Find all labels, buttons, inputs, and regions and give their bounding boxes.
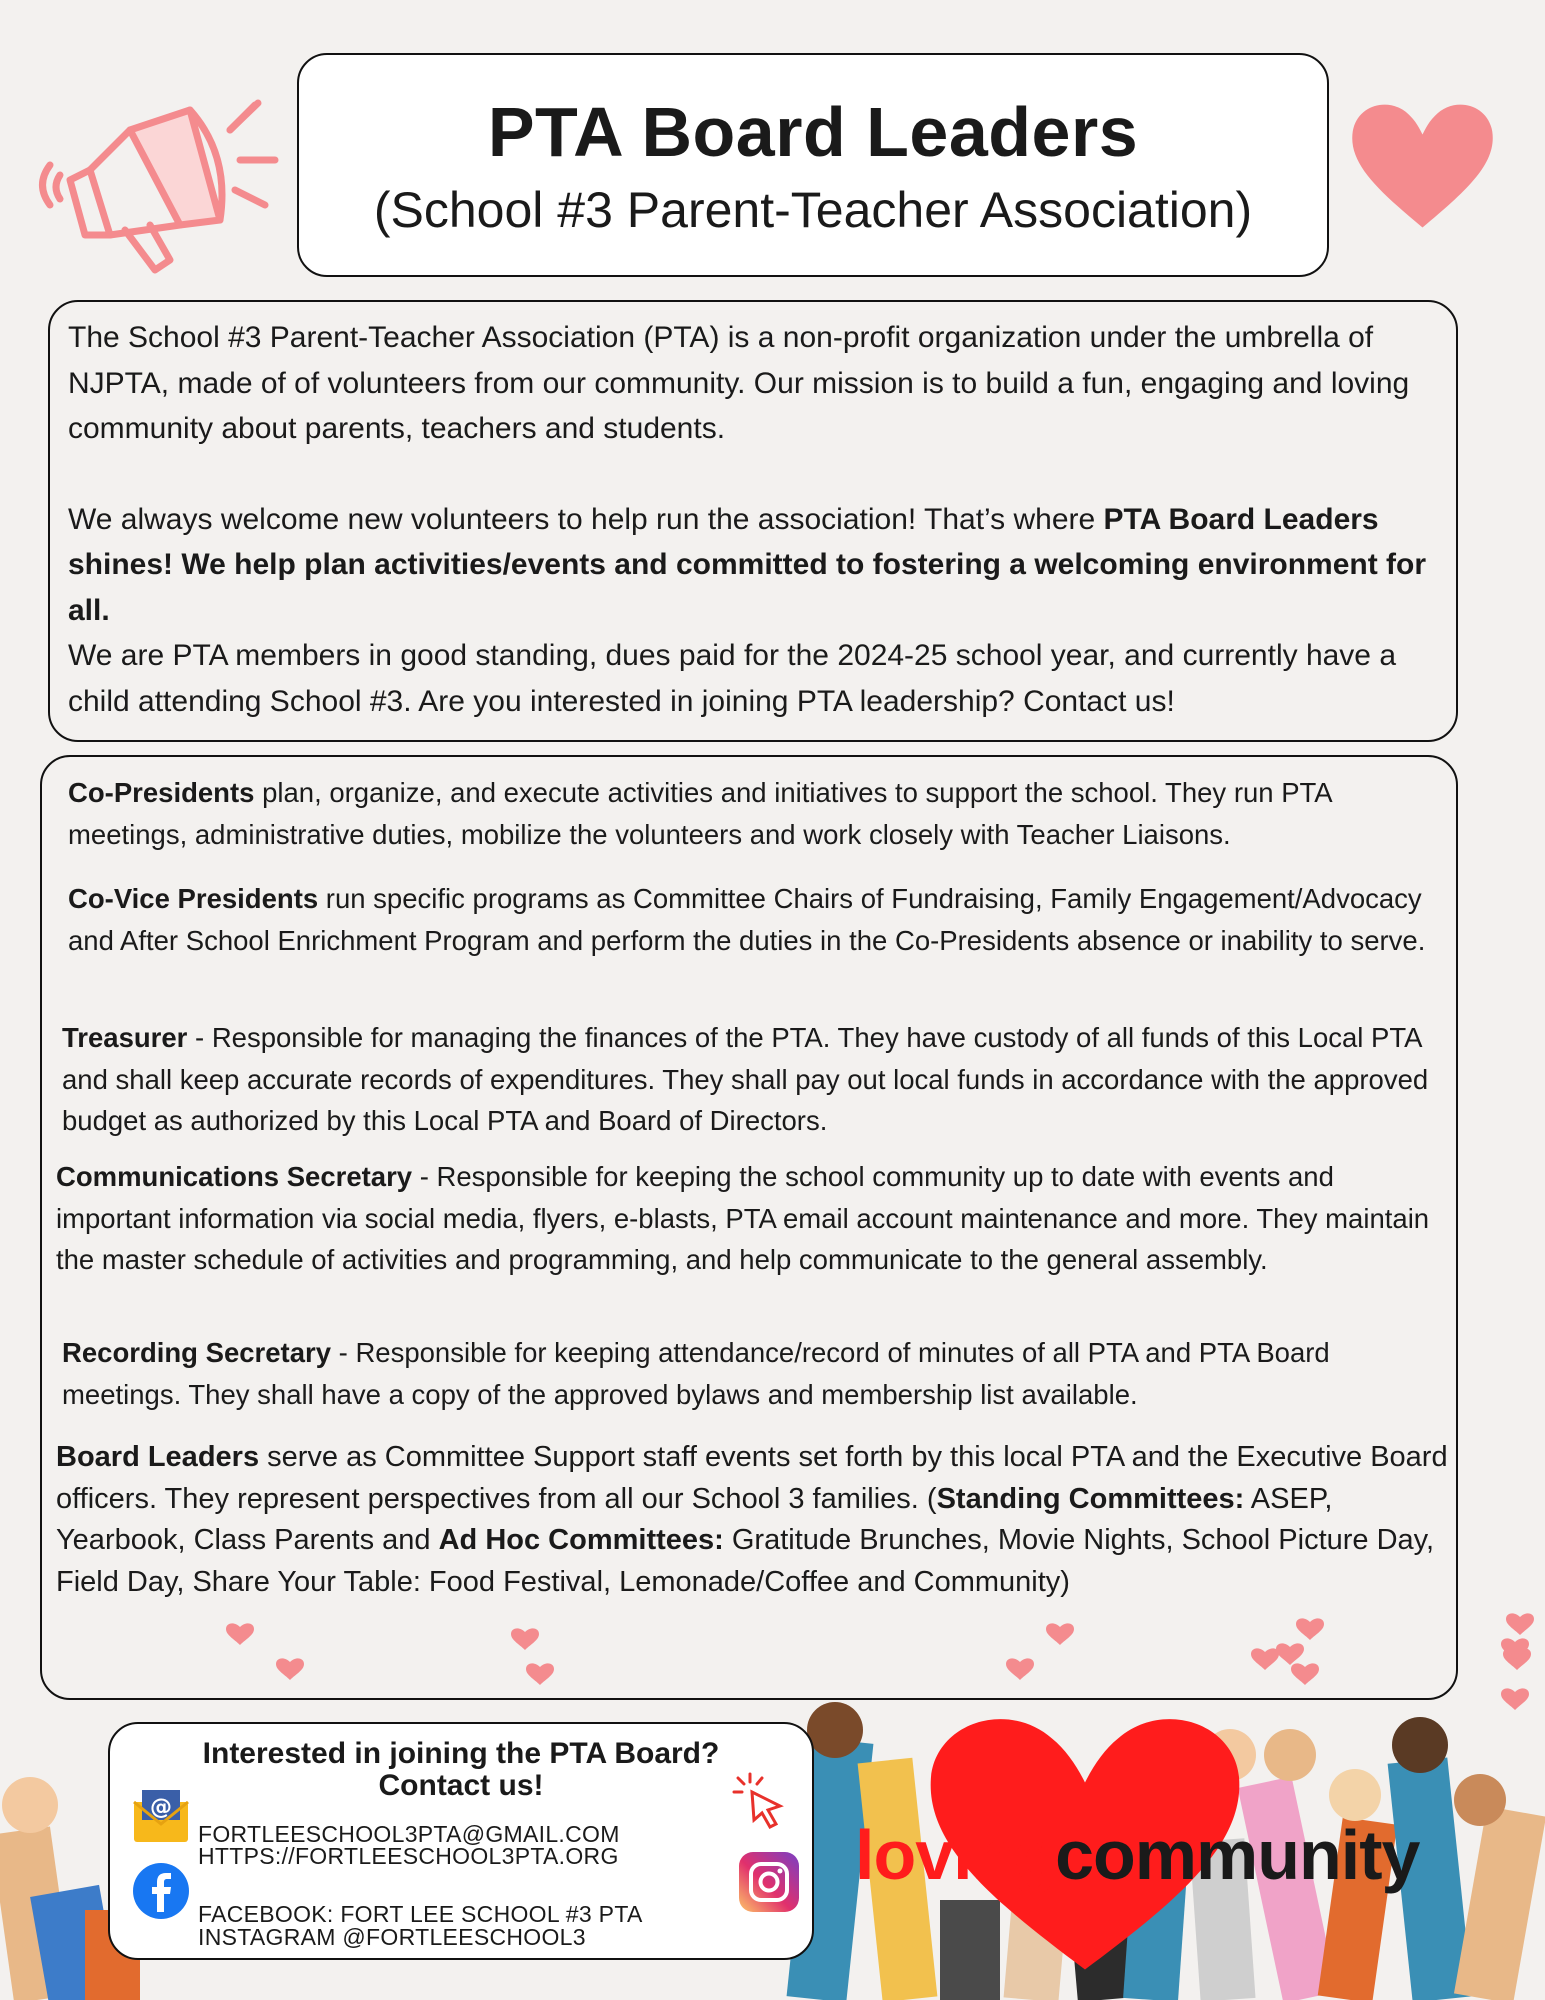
contact-email[interactable]: FORTLEESCHOOL3PTA@GMAIL.COM [198, 1821, 620, 1847]
contact-section [108, 1722, 814, 1960]
contact-website[interactable]: HTTPS://FORTLEESCHOOL3PTA.ORG [198, 1843, 619, 1869]
role-co-vice-presidents: Co-Vice Presidents run specific programs as Committee Chairs of Fundraising, Family Engagement/Advocacy and After School Enrichment Program and perform the duties in the Co-Presidents absence or inability to serve. [68, 883, 1426, 956]
role-board-leaders: Board Leaders serve as Committee Support staff events set forth by this local PTA and the Executive Board officers. They represent perspectives from all our School 3 families. (Standing Committees: ASEP, Yearbook, Class Parents and Ad Hoc Committees: Gratitude Brunches, Movie Nights, School Picture Day, Field Day, Share Your Table: Food Festival, Lemonade/Coffee and Community) [56, 1441, 1448, 1598]
intro-highlight: PTA Board Leaders shines! We help plan activities/events and committed to fostering a welcoming environment for all. [68, 502, 1427, 627]
page-subtitle: (School #3 Parent-Teacher Association) [373, 182, 1253, 238]
email-icon [132, 1786, 190, 1844]
contact-instagram[interactable]: INSTAGRAM @FORTLEESCHOOL3 [198, 1924, 586, 1950]
intro-paragraph-volunteers: We always welcome new volunteers to help run the association! That’s where PTA Board Leaders shines! We help plan activities/events and committed to fostering a welcoming environment for all. [68, 502, 1427, 627]
intro-paragraph-mission: The School #3 Parent-Teacher Association (PTA) is a non-profit organization under the umbrella of NJPTA, made of of volunteers from our community. Our mission is to build a fun, engaging and loving community about parents, teachers and students. [68, 321, 1410, 445]
roles-section [40, 755, 1458, 1700]
intro-paragraph-eligibility: We are PTA members in good standing, dues paid for the 2024-25 school year, and currently have a child attending School #3. Are you interested in joining PTA leadership? Contact us! [68, 639, 1397, 718]
intro-section [48, 300, 1458, 742]
cursor-click-icon [730, 1772, 792, 1834]
facebook-icon [132, 1862, 190, 1920]
page-title: PTA Board Leaders [487, 93, 1139, 171]
role-recording-secretary: Recording Secretary - Responsible for keeping attendance/record of minutes of all PTA and PTA Board meetings. They shall have a copy of the approved bylaws and membership list available. [62, 1337, 1330, 1410]
role-co-presidents: Co-Presidents plan, organize, and execute activities and initiatives to support the school. They run PTA meetings, administrative duties, mobilize the volunteers and work closely with Teacher Liaisons. [68, 777, 1332, 850]
title-box [297, 53, 1329, 277]
contact-heading: Interested in joining the PTA Board? Contact us! [202, 1737, 720, 1802]
role-communications-secretary: Communications Secretary - Responsible for keeping the school community up to date with events and important information via social media, flyers, e-blasts, PTA email account maintenance and more. They maintain the master schedule of activities and programming, and help communicate to the general assembly. [56, 1161, 1430, 1275]
svg-text:@: @ [150, 1795, 172, 1820]
loving-community-wordmark: lovingcommunity [855, 1816, 1420, 1894]
megaphone-icon [30, 75, 285, 275]
instagram-icon [738, 1851, 800, 1913]
heart-icon [1345, 88, 1500, 243]
role-treasurer: Treasurer - Responsible for managing the finances of the PTA. They have custody of all funds of this Local PTA and shall keep accurate records of expenditures. They shall pay out local funds in accordance with the approved budget as authorized by this Local PTA and Board of Directors. [62, 1022, 1429, 1136]
contact-facebook[interactable]: FACEBOOK: FORT LEE SCHOOL #3 PTA [198, 1901, 643, 1927]
